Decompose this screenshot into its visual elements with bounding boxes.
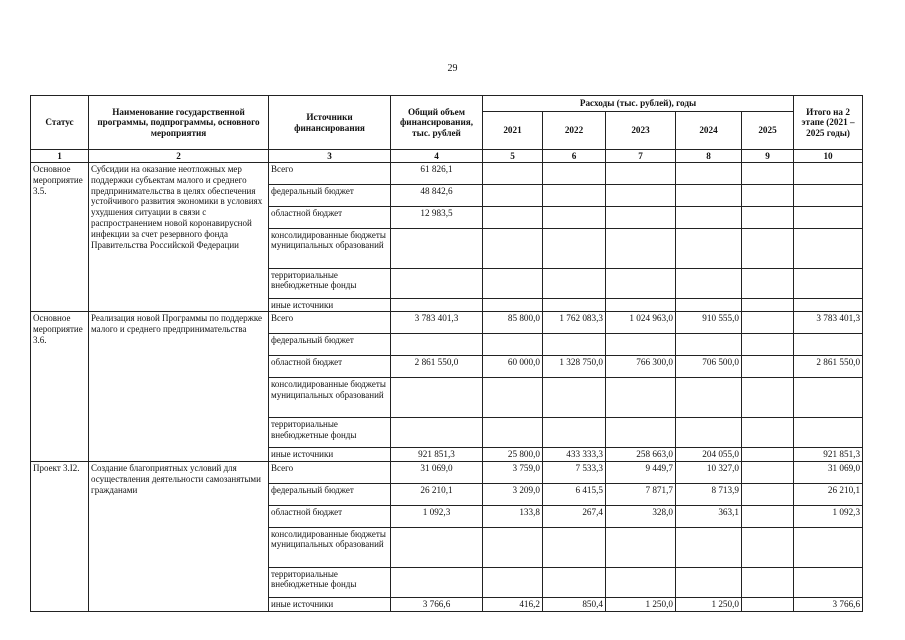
total-volume-cell: 3 783 401,3 <box>391 312 483 334</box>
page-number: 29 <box>447 63 458 74</box>
year-value-cell <box>676 418 742 448</box>
source-cell: Всего <box>269 312 391 334</box>
year-value-cell <box>543 378 606 418</box>
header-expenses: Расходы (тыс. рублей), годы <box>483 96 794 112</box>
year-value-cell <box>676 163 742 185</box>
total-volume-cell <box>391 378 483 418</box>
header-year: 2022 <box>543 112 606 150</box>
year-value-cell: 3 209,0 <box>483 483 543 505</box>
year-value-cell: 9 449,7 <box>606 461 676 483</box>
year-value-cell <box>543 207 606 229</box>
column-number: 7 <box>606 150 676 163</box>
year-value-cell <box>483 567 543 597</box>
year-value-cell <box>483 269 543 299</box>
header-total-volume: Общий объем финансирования, тыс. рублей <box>391 96 483 150</box>
source-cell: иные источники <box>269 448 391 462</box>
year-value-cell <box>543 163 606 185</box>
stage-total-cell <box>794 163 863 185</box>
status-cell: Проект 3.I2. <box>31 461 89 611</box>
year-value-cell: 433 333,3 <box>543 448 606 462</box>
year-value-cell <box>606 185 676 207</box>
stage-total-cell <box>794 418 863 448</box>
year-value-cell: 1 250,0 <box>676 597 742 611</box>
year-value-cell <box>742 505 794 527</box>
source-cell: территориальные внебюджетные фонды <box>269 567 391 597</box>
column-number: 1 <box>31 150 89 163</box>
source-cell: иные источники <box>269 299 391 312</box>
year-value-cell <box>676 269 742 299</box>
year-value-cell <box>483 299 543 312</box>
stage-total-cell: 31 069,0 <box>794 461 863 483</box>
status-cell: Основное мероприятие 3.5. <box>31 163 89 312</box>
column-number: 2 <box>89 150 269 163</box>
year-value-cell: 25 800,0 <box>483 448 543 462</box>
year-value-cell <box>742 597 794 611</box>
year-value-cell <box>483 207 543 229</box>
year-value-cell <box>606 229 676 269</box>
total-volume-cell <box>391 418 483 448</box>
stage-total-cell <box>794 207 863 229</box>
year-value-cell <box>742 418 794 448</box>
total-volume-cell: 48 842,6 <box>391 185 483 207</box>
year-value-cell <box>543 334 606 356</box>
stage-total-cell <box>794 229 863 269</box>
source-cell: Всего <box>269 163 391 185</box>
year-value-cell <box>483 163 543 185</box>
column-number: 3 <box>269 150 391 163</box>
total-volume-cell: 921 851,3 <box>391 448 483 462</box>
column-number: 5 <box>483 150 543 163</box>
stage-total-cell: 3 766,6 <box>794 597 863 611</box>
total-volume-cell: 1 092,3 <box>391 505 483 527</box>
source-cell: территориальные внебюджетные фонды <box>269 269 391 299</box>
total-volume-cell <box>391 567 483 597</box>
year-value-cell: 267,4 <box>543 505 606 527</box>
year-value-cell <box>742 207 794 229</box>
year-value-cell <box>676 567 742 597</box>
year-value-cell <box>606 163 676 185</box>
year-value-cell: 3 759,0 <box>483 461 543 483</box>
year-value-cell: 1 024 963,0 <box>606 312 676 334</box>
total-volume-cell: 31 069,0 <box>391 461 483 483</box>
total-volume-cell: 2 861 550,0 <box>391 356 483 378</box>
year-value-cell <box>543 299 606 312</box>
year-value-cell <box>483 185 543 207</box>
year-value-cell <box>606 378 676 418</box>
total-volume-cell: 61 826,1 <box>391 163 483 185</box>
column-number: 8 <box>676 150 742 163</box>
year-value-cell: 85 800,0 <box>483 312 543 334</box>
header-status: Статус <box>31 96 89 150</box>
header-stage-total: Итого на 2 этапе (2021 – 2025 годы) <box>794 96 863 150</box>
year-value-cell <box>742 461 794 483</box>
column-number: 9 <box>742 150 794 163</box>
year-value-cell <box>676 334 742 356</box>
year-value-cell <box>606 269 676 299</box>
stage-total-cell <box>794 527 863 567</box>
total-volume-cell: 12 983,5 <box>391 207 483 229</box>
source-cell: Всего <box>269 461 391 483</box>
year-value-cell: 60 000,0 <box>483 356 543 378</box>
stage-total-cell <box>794 334 863 356</box>
stage-total-cell: 1 092,3 <box>794 505 863 527</box>
source-cell: областной бюджет <box>269 207 391 229</box>
year-value-cell <box>606 527 676 567</box>
measure-name-cell: Субсидии на оказание неотложных мер поддержки субъектам малого и среднего предпринимательства в целях обеспечения устойчивого развития экономики в условиях ухудшения ситуации в связи с распространением новой коронавирусной инфекции за счет резервного фонда Правительства Российской Федерации <box>89 163 269 312</box>
source-cell: территориальные внебюджетные фонды <box>269 418 391 448</box>
measure-name-cell: Реализация новой Программы по поддержке малого и среднего предпринимательства <box>89 312 269 462</box>
total-volume-cell <box>391 527 483 567</box>
stage-total-cell: 2 861 550,0 <box>794 356 863 378</box>
total-volume-cell <box>391 229 483 269</box>
year-value-cell <box>676 207 742 229</box>
year-value-cell: 328,0 <box>606 505 676 527</box>
total-volume-cell: 3 766,6 <box>391 597 483 611</box>
table-row <box>31 312 863 334</box>
year-value-cell <box>543 567 606 597</box>
year-value-cell: 7 533,3 <box>543 461 606 483</box>
source-cell: федеральный бюджет <box>269 483 391 505</box>
measure-name-cell: Создание благоприятных условий для осуществления деятельности самозанятыми гражданами <box>89 461 269 611</box>
header-sources: Источники финансирования <box>269 96 391 150</box>
year-value-cell: 10 327,0 <box>676 461 742 483</box>
year-value-cell: 363,1 <box>676 505 742 527</box>
source-cell: консолидированные бюджеты муниципальных образований <box>269 378 391 418</box>
year-value-cell <box>606 418 676 448</box>
year-value-cell <box>606 567 676 597</box>
table-row <box>31 461 863 483</box>
header-year: 2025 <box>742 112 794 150</box>
stage-total-cell: 921 851,3 <box>794 448 863 462</box>
year-value-cell <box>676 299 742 312</box>
year-value-cell: 416,2 <box>483 597 543 611</box>
total-volume-cell: 26 210,1 <box>391 483 483 505</box>
year-value-cell <box>742 163 794 185</box>
source-cell: федеральный бюджет <box>269 185 391 207</box>
year-value-cell: 6 415,5 <box>543 483 606 505</box>
year-value-cell: 1 328 750,0 <box>543 356 606 378</box>
total-volume-cell <box>391 299 483 312</box>
year-value-cell: 850,4 <box>543 597 606 611</box>
year-value-cell <box>483 418 543 448</box>
year-value-cell <box>543 527 606 567</box>
year-value-cell <box>483 527 543 567</box>
header-year: 2024 <box>676 112 742 150</box>
year-value-cell <box>606 299 676 312</box>
header-year: 2023 <box>606 112 676 150</box>
year-value-cell: 1 762 083,3 <box>543 312 606 334</box>
year-value-cell <box>543 229 606 269</box>
stage-total-cell: 3 783 401,3 <box>794 312 863 334</box>
header-year: 2021 <box>483 112 543 150</box>
year-value-cell <box>676 378 742 418</box>
year-value-cell <box>676 527 742 567</box>
stage-total-cell <box>794 378 863 418</box>
table-row <box>31 163 863 185</box>
source-cell: иные источники <box>269 597 391 611</box>
year-value-cell <box>742 269 794 299</box>
year-value-cell <box>742 567 794 597</box>
source-cell: областной бюджет <box>269 505 391 527</box>
year-value-cell <box>483 229 543 269</box>
year-value-cell <box>543 185 606 207</box>
year-value-cell: 1 250,0 <box>606 597 676 611</box>
year-value-cell <box>676 185 742 207</box>
year-value-cell <box>742 483 794 505</box>
year-value-cell <box>742 378 794 418</box>
source-cell: областной бюджет <box>269 356 391 378</box>
year-value-cell: 706 500,0 <box>676 356 742 378</box>
year-value-cell <box>606 334 676 356</box>
stage-total-cell <box>794 567 863 597</box>
year-value-cell <box>742 312 794 334</box>
header-name: Наименование государственной программы, подпрограммы, основного мероприятия <box>89 96 269 150</box>
year-value-cell <box>742 185 794 207</box>
source-cell: консолидированные бюджеты муниципальных образований <box>269 527 391 567</box>
stage-total-cell <box>794 299 863 312</box>
year-value-cell: 7 871,7 <box>606 483 676 505</box>
year-value-cell: 766 300,0 <box>606 356 676 378</box>
column-number: 10 <box>794 150 863 163</box>
stage-total-cell <box>794 269 863 299</box>
source-cell: федеральный бюджет <box>269 334 391 356</box>
year-value-cell: 133,8 <box>483 505 543 527</box>
year-value-cell: 204 055,0 <box>676 448 742 462</box>
year-value-cell <box>676 229 742 269</box>
status-cell: Основное мероприятие 3.6. <box>31 312 89 462</box>
year-value-cell <box>483 378 543 418</box>
column-number: 4 <box>391 150 483 163</box>
year-value-cell: 8 713,9 <box>676 483 742 505</box>
stage-total-cell: 26 210,1 <box>794 483 863 505</box>
column-number-row <box>31 150 863 163</box>
year-value-cell <box>543 269 606 299</box>
year-value-cell <box>742 356 794 378</box>
year-value-cell <box>483 334 543 356</box>
year-value-cell <box>742 334 794 356</box>
year-value-cell <box>742 229 794 269</box>
source-cell: консолидированные бюджеты муниципальных образований <box>269 229 391 269</box>
total-volume-cell <box>391 334 483 356</box>
financing-table <box>30 95 863 612</box>
year-value-cell: 258 663,0 <box>606 448 676 462</box>
year-value-cell <box>543 418 606 448</box>
total-volume-cell <box>391 269 483 299</box>
year-value-cell: 910 555,0 <box>676 312 742 334</box>
year-value-cell <box>606 207 676 229</box>
column-number: 6 <box>543 150 606 163</box>
stage-total-cell <box>794 185 863 207</box>
year-value-cell <box>742 527 794 567</box>
year-value-cell <box>742 299 794 312</box>
year-value-cell <box>742 448 794 462</box>
